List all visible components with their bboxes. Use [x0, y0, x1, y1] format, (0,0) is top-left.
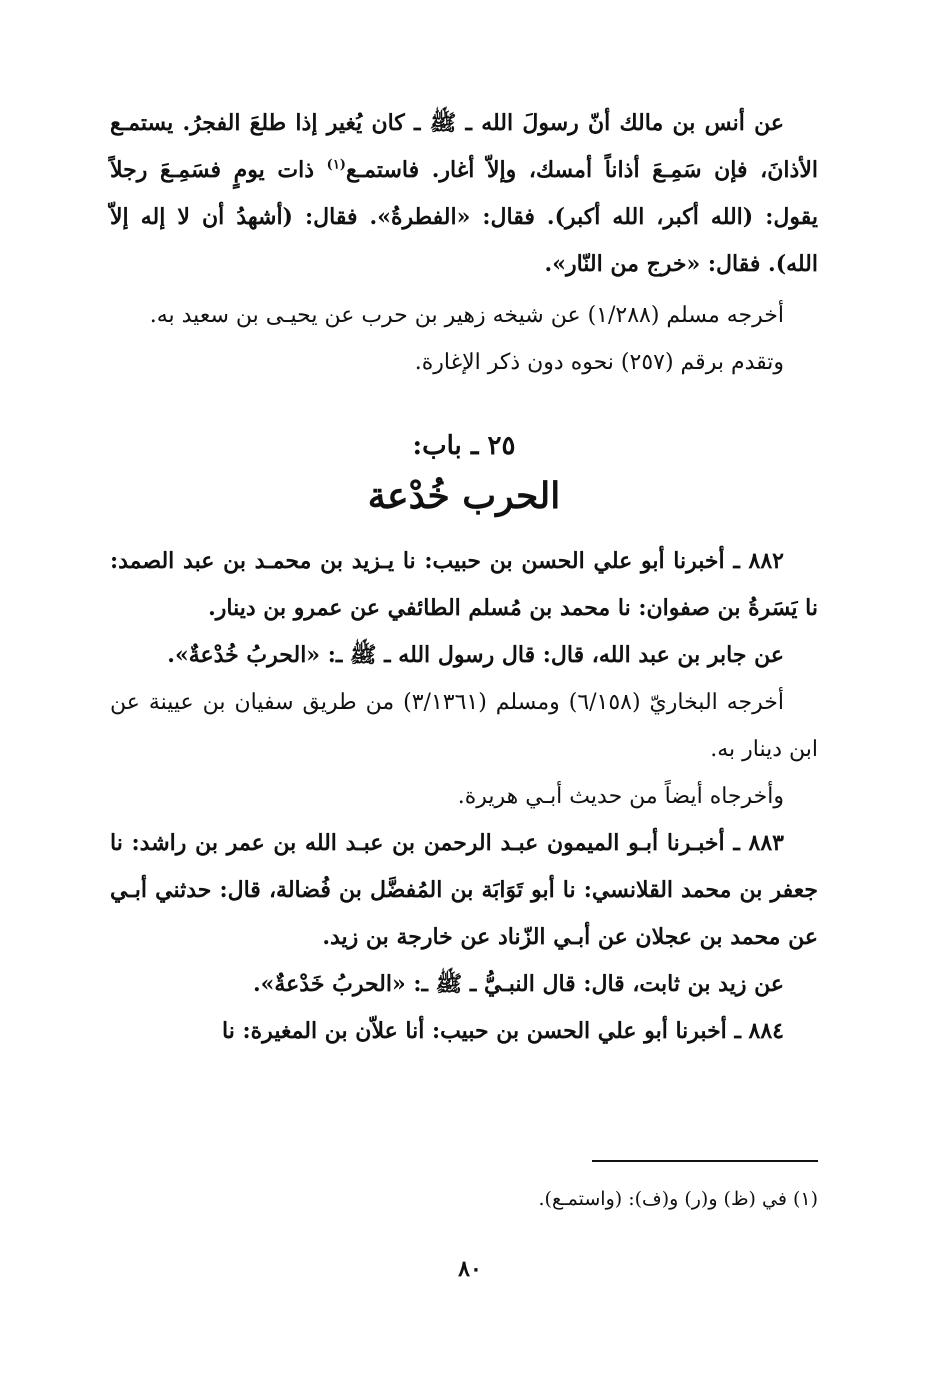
footnote-marker[interactable]: (١): [326, 157, 346, 173]
hadith-paragraph-1: [110, 100, 818, 288]
hadith-882-takhrij: أخرجه البخاريّ (٦/١٥٨) ومسلم (٣/١٣٦١) من طريق سفيان بن عيينة عن ابن دينار به.: [110, 690, 818, 762]
hadith-884-isnad: ٨٨٤ ـ أخبرنا أبو علي الحسن بن حبيب: أنا علاّن بن المغيرة: نا: [222, 1018, 784, 1044]
hadith-882-takhrij-2: وأخرجاه أيضاً من حديث أبـي هريرة.: [457, 784, 784, 809]
chapter-heading: [110, 424, 818, 524]
hadith-882-isnad: ٨٨٢ ـ أخبرنا أبو علي الحسن بن حبيب: نا يـزيد بن محمـد بن عبد الصمد: نا يَسَرةُ بن صفوان: نا محمد بن مُسلم الطائفي عن عمرو بن دينار.: [110, 548, 818, 621]
takhrij-paragraph-1: أخرجه مسلم (١/٢٨٨) عن شيخه زهير بن حرب عن يحيـى بن سعيد به.: [149, 303, 784, 328]
takhrij-paragraph-2: وتقدم برقم (٢٥٧) نحوه دون ذكر الإغارة.: [414, 350, 784, 375]
chapter-title: الحرب خُدْعة: [367, 475, 561, 517]
footnote-divider: [592, 1160, 818, 1162]
footnote: (١) في (ظ) و(ر) و(ف): (واستمـع).: [538, 1188, 818, 1210]
hadith-text-1: عن أنس بن مالك أنّ رسولَ الله ـ ﷺ ـ كان يُغير إذا طلعَ الفجرُ. يستمـع الأذانَ، فإن سَمِـعَ أذاناً أمسك، وإلاّ أغار. فاستمـع: [110, 110, 818, 183]
hadith-text-1b: ذات يومٍ فسَمِـعَ رجلاً يقول: (الله أكبر، الله أكبر). فقال: «الفطرةُ». فقال: (أشهدُ أن لا إله إلاّ الله). فقال: «خرج من النّار».: [110, 157, 818, 277]
hadith-882-matn: عن جابر بن عبد الله، قال: قال رسول الله ـ ﷺ ـ: «الحربُ خُدْعةٌ».: [167, 642, 784, 668]
page-body: [110, 100, 818, 1055]
hadith-883-isnad: ٨٨٣ ـ أخبـرنا أبـو الميمون عبـد الرحمن بن عبـد الله بن عمر بن راشد: نا جعفر بن محمد القلانسي: نا أبو تَوَابَة بن المُفضَّل بن فُضالة، قال: حدثني أبـي عن محمد بن عجلان عن أبـي الزّناد عن خارجة بن زيد.: [110, 830, 818, 950]
page-number: ٨٠: [458, 1256, 482, 1282]
hadith-883-matn: عن زيد بن ثابت، قال: قال النبـيُّ ـ ﷺ ـ: «الحربُ خَدْعةٌ».: [252, 971, 784, 997]
chapter-number: ٢٥ ـ باب:: [412, 431, 516, 461]
